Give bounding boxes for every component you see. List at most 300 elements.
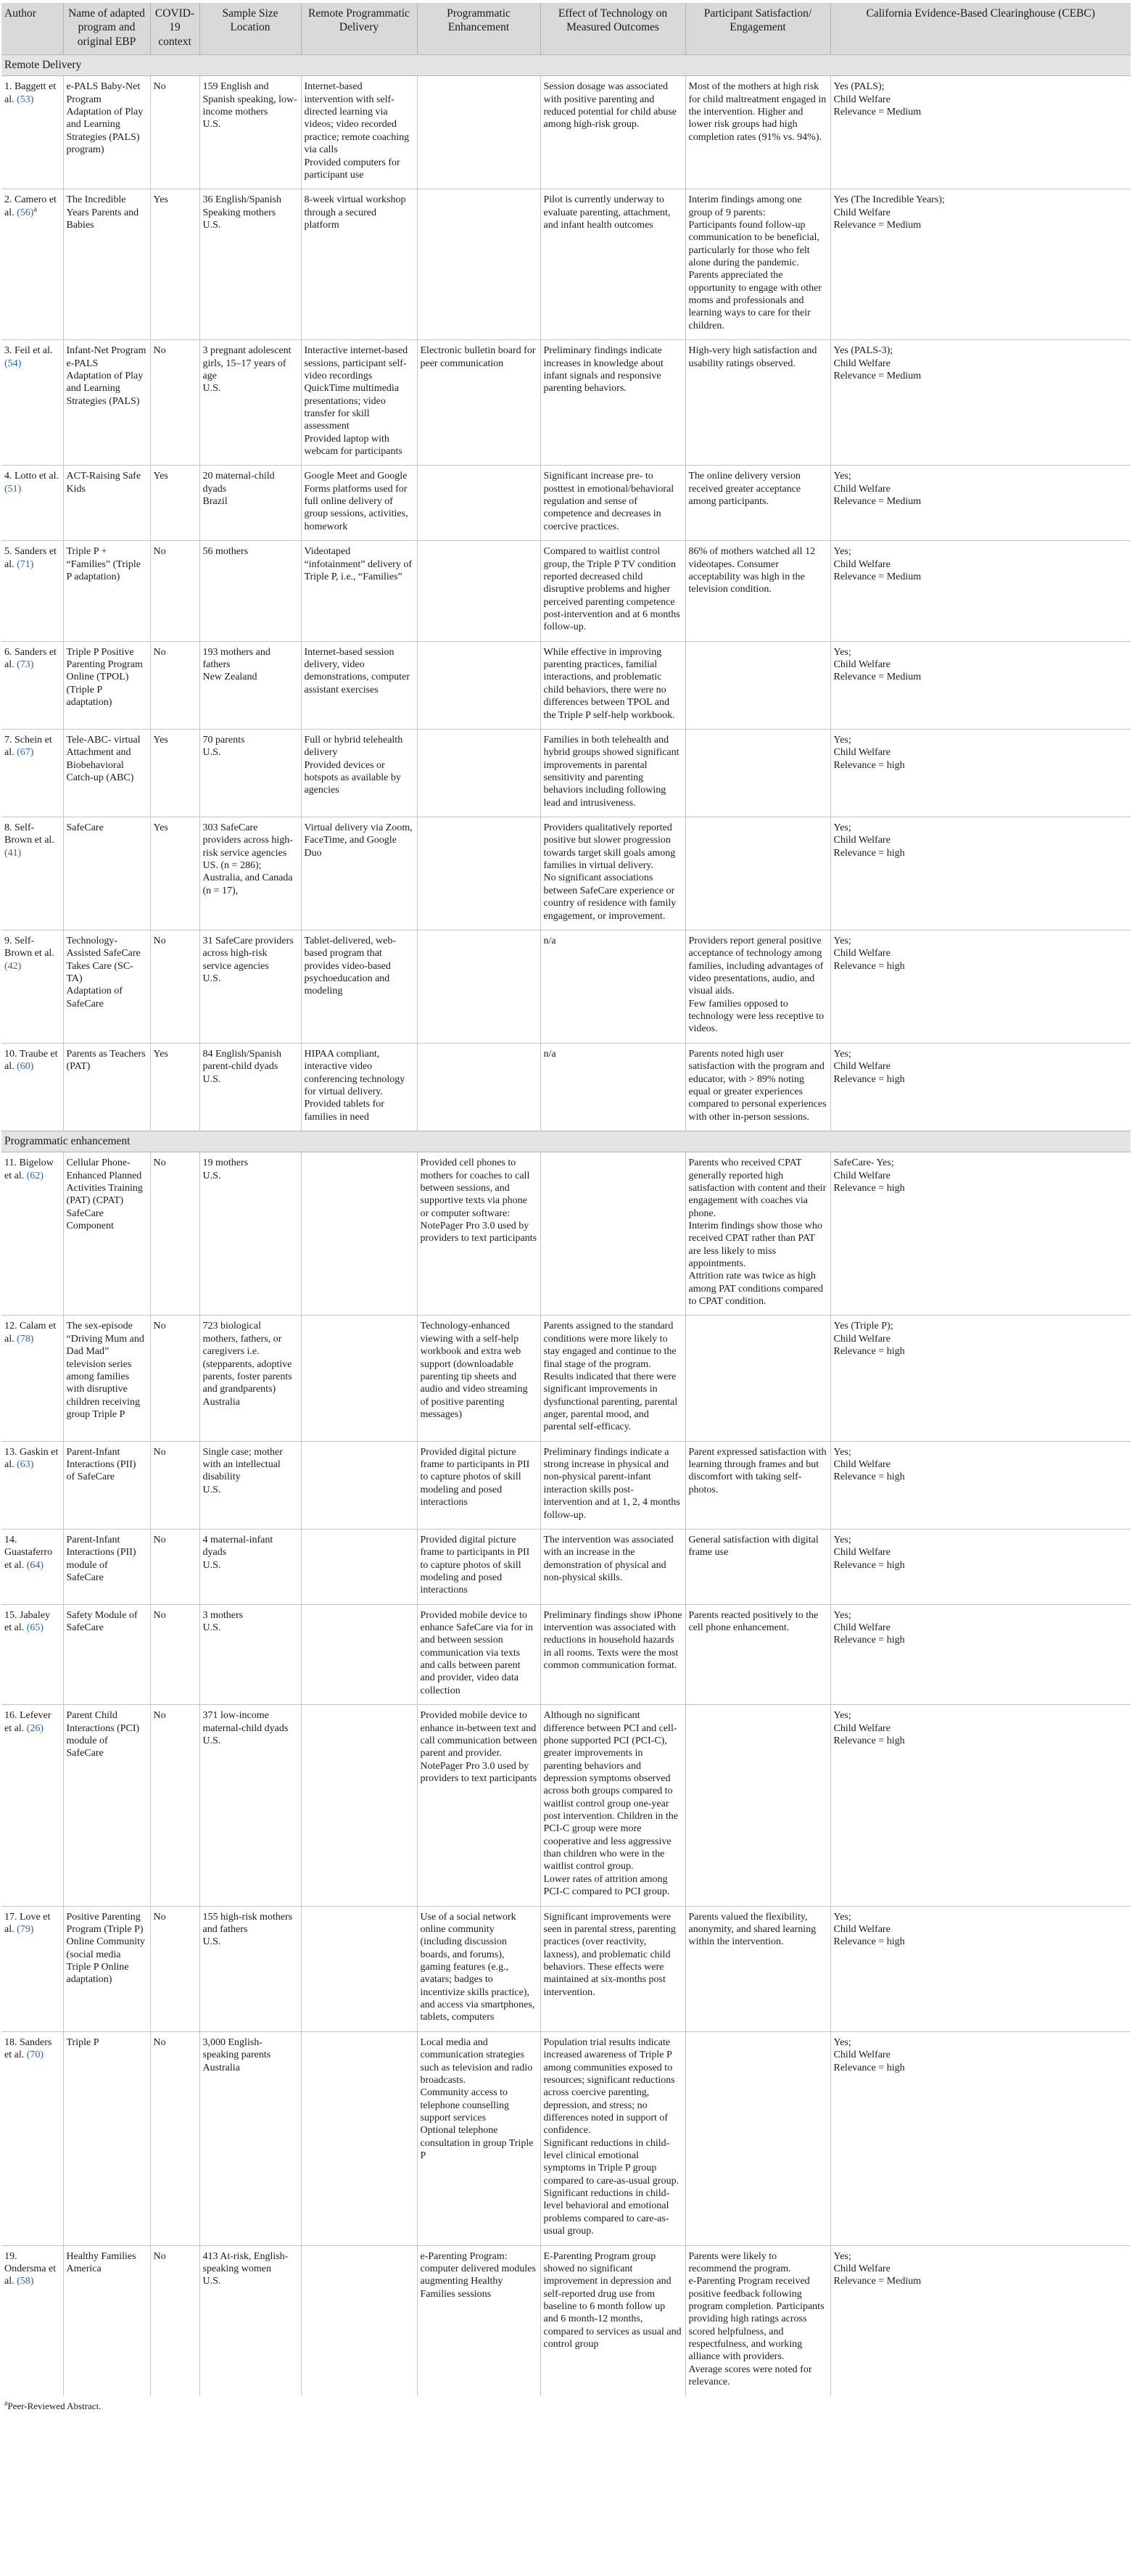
cell-line: 36 English/Spanish Speaking mothers <box>202 194 282 218</box>
covid-cell: No <box>150 2245 199 2395</box>
sample-cell <box>199 76 301 189</box>
cell-line: Relevance = Medium <box>833 496 922 508</box>
cell-line: U.S. <box>202 1559 221 1571</box>
cell-line: Significant increase pre- to posttest in emotional/behavioral regulation and sense of competence and decreases in coercive practices. <box>543 471 674 532</box>
cell-line: Child Welfare <box>833 2049 891 2061</box>
cell-line: U.S. <box>202 973 221 984</box>
covid-cell: No <box>150 1316 199 1441</box>
author-name: 15. Jabaley et al. <box>4 1609 50 1634</box>
cell-line: Australia, and Canada (n = 17), <box>202 872 293 896</box>
cell-line: Yes; <box>833 646 851 658</box>
cebc-cell <box>830 1906 1131 2031</box>
cell-line: Child Welfare <box>833 1061 891 1073</box>
table-row <box>1 2031 1131 2245</box>
program-cell <box>63 1043 150 1131</box>
remote-delivery-cell <box>301 466 417 541</box>
cell-line: Parents noted high user satisfaction with the program and educator, with > 89% noting equal or greater experiences compared to personal experiences with other in-person sessions. <box>688 1048 827 1123</box>
remote-delivery-cell <box>301 2245 417 2395</box>
enhancement-cell <box>417 541 540 642</box>
author-cell <box>1 1529 63 1604</box>
cell-line: Relevance = high <box>833 1559 905 1571</box>
cell-line: Parents as Teachers (PAT) <box>66 1048 146 1073</box>
cell-line: General satisfaction with digital frame use <box>688 1534 819 1559</box>
author-cell <box>1 189 63 340</box>
cell-line: Parents valued the flexibility, anonymity, and shared learning within the intervention. <box>688 1911 817 1948</box>
covid-cell: Yes <box>150 817 199 930</box>
cell-line: The online delivery version received greater acceptance among participants. <box>688 471 801 508</box>
satisfaction-cell <box>685 2031 830 2245</box>
sample-cell <box>199 1316 301 1441</box>
effect-cell <box>540 1316 685 1441</box>
table-row <box>1 2245 1131 2395</box>
covid-cell: Yes <box>150 729 199 817</box>
cell-line: ACT-Raising Safe Kids <box>66 471 141 495</box>
cell-line: 3 pregnant adolescent girls, 15–17 years of age <box>202 345 292 381</box>
citation-ref: (56) <box>17 207 34 218</box>
cell-line: Yes; <box>833 1446 851 1458</box>
cebc-cell <box>830 817 1131 930</box>
cell-line: Relevance = Medium <box>833 370 922 381</box>
footnote-text: Peer-Reviewed Abstract. <box>7 2400 102 2411</box>
remote-delivery-cell <box>301 541 417 642</box>
cell-line: 31 SafeCare providers across high-risk service agencies <box>202 935 294 972</box>
cell-line: Adaptation of Play and Learning Strategies (PALS) <box>66 370 144 407</box>
author-cell <box>1 1906 63 2031</box>
cell-line: Child Welfare <box>833 94 891 105</box>
effect-cell <box>540 641 685 729</box>
sample-cell <box>199 466 301 541</box>
cell-line: U.S. <box>202 1073 221 1085</box>
table-row <box>1 189 1131 340</box>
cell-line: 155 high-risk mothers and fathers <box>202 1911 293 1935</box>
satisfaction-cell <box>685 466 830 541</box>
cell-line: Yes; <box>833 471 851 482</box>
cell-line: Relevance = Medium <box>833 107 922 118</box>
covid-cell: No <box>150 1906 199 2031</box>
remote-delivery-cell <box>301 641 417 729</box>
section-row <box>1 1131 1131 1152</box>
program-cell <box>63 1316 150 1441</box>
cell-line: Yes; <box>833 822 851 834</box>
program-cell <box>63 1441 150 1529</box>
cell-line: Relevance = high <box>833 1182 905 1194</box>
program-cell <box>63 1906 150 2031</box>
citation-ref: (60) <box>17 1061 34 1073</box>
cell-line: 193 mothers and fathers <box>202 646 270 671</box>
cebc-cell <box>830 340 1131 466</box>
table-body <box>1 55 1131 2396</box>
author-name: 6. Sanders et al. <box>4 646 57 671</box>
citation-ref: (65) <box>26 1622 44 1634</box>
header-effect: Effect of Technology on Measured Outcomes <box>540 3 685 55</box>
satisfaction-cell <box>685 1705 830 1906</box>
cell-line: Yes; <box>833 935 851 946</box>
cell-line: Relevance = Medium <box>833 571 922 582</box>
program-cell <box>63 817 150 930</box>
satisfaction-cell <box>685 1152 830 1316</box>
citation-ref: (58) <box>17 2276 34 2287</box>
cell-line: Full or hybrid telehealth delivery <box>304 734 403 759</box>
cell-line: Child Welfare <box>833 835 891 846</box>
program-cell <box>63 189 150 340</box>
effect-cell <box>540 340 685 466</box>
cell-line: Yes; <box>833 1048 851 1060</box>
cebc-cell <box>830 930 1131 1043</box>
cell-line: U.S. <box>202 2276 221 2287</box>
program-cell <box>63 76 150 189</box>
cell-line: Relevance = high <box>833 1936 905 1948</box>
cell-line: Child Welfare <box>833 747 891 759</box>
cell-line: Provided digital picture frame to participants in PII to capture photos of skill modeling and posed interactions <box>420 1446 530 1508</box>
table-row <box>1 1152 1131 1316</box>
sample-cell <box>199 1604 301 1705</box>
sample-cell <box>199 1906 301 2031</box>
header-author: Author <box>1 3 63 55</box>
satisfaction-cell <box>685 930 830 1043</box>
cell-line: 8-week virtual workshop through a secured platform <box>304 194 406 231</box>
header-row <box>1 3 1131 55</box>
table-row <box>1 1906 1131 2031</box>
cell-line: Child Welfare <box>833 358 891 369</box>
cell-line: e-Parenting Program: computer delivered modules augmenting Healthy Families sessions <box>420 2250 536 2300</box>
program-cell <box>63 1705 150 1906</box>
author-cell <box>1 541 63 642</box>
satisfaction-cell <box>685 76 830 189</box>
cell-line: U.S. <box>202 219 221 231</box>
cell-line: Use of a social network online community (including discussion boards, and forums), gaming features (e.g., avatars; badges to incentivize skills practice), and access via smartphones, tablets, computers <box>420 1911 535 2023</box>
cell-line: e-Parenting Program received positive feedback following program completion. Participants providing high ratings across scored helpfulness, and respectfulness, and working alliance with providers. <box>688 2276 825 2363</box>
review-table <box>1 3 1131 2396</box>
cell-line: QuickTime multimedia presentations; video transfer for skill assessment <box>304 383 400 432</box>
citation-ref: (62) <box>26 1170 44 1181</box>
cell-line: Australia <box>202 1396 240 1408</box>
cell-line: Infant-Net Program e-PALS <box>66 345 146 369</box>
covid-cell: No <box>150 930 199 1043</box>
satisfaction-cell <box>685 641 830 729</box>
cell-line: Healthy Families America <box>66 2250 136 2274</box>
satisfaction-cell <box>685 1043 830 1131</box>
cell-line: Community access to telephone counselling support services <box>420 2087 509 2123</box>
header-cebc: California Evidence-Based Clearinghouse (CEBC) <box>830 3 1131 55</box>
table-row <box>1 930 1131 1043</box>
cell-line: Provided mobile device to enhance in-between text and call communication between parent and provider. NotePager Pro 3.0 used by providers to text participants <box>420 1710 537 1784</box>
cell-line: Interim findings among one group of 9 parents: <box>688 194 802 218</box>
table-row <box>1 729 1131 817</box>
cell-line: No significant associations between SafeCare experience or country of residence with family engagement, or improvement. <box>543 872 677 922</box>
cell-line: Yes; <box>833 1609 851 1621</box>
author-cell <box>1 2031 63 2245</box>
sample-cell <box>199 729 301 817</box>
section-title: Programmatic enhancement <box>1 1131 1131 1152</box>
cell-line: 4 maternal-infant dyads <box>202 1534 273 1559</box>
enhancement-cell <box>417 1529 540 1604</box>
remote-delivery-cell <box>301 1441 417 1529</box>
cell-line: Yes; <box>833 1710 851 1722</box>
section-title: Remote Delivery <box>1 55 1131 76</box>
cell-line: Yes; <box>833 546 851 558</box>
cell-line: The intervention was associated with an increase in the demonstration of physical and non-physical skills. <box>543 1534 674 1583</box>
remote-delivery-cell <box>301 930 417 1043</box>
citation-ref: (70) <box>26 2049 44 2061</box>
cell-line: Yes (The Incredible Years); <box>833 194 945 206</box>
cell-line: U.S. <box>202 1936 221 1948</box>
cell-line: Relevance = high <box>833 1735 905 1746</box>
cell-line: Parent-Infant Interactions (PII) module of SafeCare <box>66 1534 136 1583</box>
author-cell <box>1 1705 63 1906</box>
cell-line: US. (n = 286); <box>202 860 262 872</box>
cell-line: U.S. <box>202 747 221 759</box>
cell-line: Significant reductions in child-level behavioral and emotional problems compared to care-as-usual group. <box>543 2188 670 2237</box>
citation-ref: (78) <box>17 1333 34 1345</box>
cell-line: Relevance = high <box>833 759 905 771</box>
cell-line: Provided laptop with webcam for participants <box>304 433 402 458</box>
cell-line: Significant reductions in child-level clinical emotional symptoms in Triple P group compared to care-as-usual group. <box>543 2137 679 2187</box>
sample-cell <box>199 2245 301 2395</box>
table-row <box>1 1316 1131 1441</box>
cebc-cell <box>830 2245 1131 2395</box>
cell-line: Yes; <box>833 1911 851 1923</box>
satisfaction-cell <box>685 541 830 642</box>
cell-line: HIPAA compliant, interactive video conferencing technology for virtual delivery. <box>304 1048 405 1097</box>
cebc-cell <box>830 466 1131 541</box>
citation-ref: (41) <box>4 847 22 859</box>
cell-line: Parent expressed satisfaction with learning through frames and but discomfort with taking self- photos. <box>688 1446 827 1495</box>
cell-line: Internet-based intervention with self-directed learning via videos; video recorded practice; remote coaching via calls <box>304 81 410 156</box>
enhancement-cell <box>417 1316 540 1441</box>
cell-line: Provided computers for participant use <box>304 157 400 181</box>
cell-line: Most of the mothers at high risk for child maltreatment engaged in the intervention. Higher and lower risk groups had high completion rates (91% vs. 94%). <box>688 81 827 143</box>
author-name: 2. Camero et al. <box>4 194 57 218</box>
cell-line: Child Welfare <box>833 1459 891 1471</box>
cell-line: Yes (PALS-3); <box>833 345 893 357</box>
cell-line: Videotaped “infotainment” delivery of Triple P, i.e., “Families” <box>304 546 412 582</box>
enhancement-cell <box>417 817 540 930</box>
cell-line: Child Welfare <box>833 1170 891 1181</box>
footnote <box>1 2396 1131 2418</box>
cell-line: Triple P Positive Parenting Program Online (TPOL) (Triple P adaptation) <box>66 646 143 709</box>
cell-line: Compared to waitlist control group, the Triple P TV condition reported decreased child disruptive problems and higher perceived parenting competence post-intervention and at 6 months follow-up. <box>543 546 680 633</box>
program-cell <box>63 641 150 729</box>
cell-line: Technology-Assisted SafeCare Takes Care (SC-TA) <box>66 935 141 984</box>
satisfaction-cell <box>685 2245 830 2395</box>
author-name: 10. Traube et al. <box>4 1048 58 1073</box>
cell-line: Yes (PALS); <box>833 81 885 93</box>
table-row <box>1 641 1131 729</box>
author-cell <box>1 641 63 729</box>
program-cell <box>63 1152 150 1316</box>
cebc-cell <box>830 1604 1131 1705</box>
satisfaction-cell <box>685 729 830 817</box>
table-row <box>1 76 1131 189</box>
author-name: 9. Self-Brown et al. <box>4 935 54 959</box>
sample-cell <box>199 189 301 340</box>
effect-cell <box>540 729 685 817</box>
cell-line: 159 English and Spanish speaking, low-income mothers <box>202 81 297 118</box>
cell-line: Yes (Triple P); <box>833 1321 893 1332</box>
cell-line: SafeCare <box>66 822 104 834</box>
author-name: 11. Bigelow et al. <box>4 1157 54 1181</box>
cell-line: Australia <box>202 2062 240 2073</box>
sample-cell <box>199 1441 301 1529</box>
cebc-cell <box>830 2031 1131 2245</box>
author-cell <box>1 76 63 189</box>
effect-cell <box>540 2031 685 2245</box>
cell-line: Adaptation of Play and Learning Strategies (PALS) program) <box>66 107 144 156</box>
cell-line: Provided devices or hotspots as available by agencies <box>304 759 401 796</box>
header-remote-delivery: Remote Programmatic Delivery <box>301 3 417 55</box>
table-row <box>1 817 1131 930</box>
table-row <box>1 1441 1131 1529</box>
cell-line: Parents assigned to the standard conditions were more likely to stay engaged and continue to the final stage of the program. Results indicated that there were significant improvements in dysfunctional parenting, parental anger, parental mood, and parental self-efficacy. <box>543 1321 678 1433</box>
cell-line: Session dosage was associated with positive parenting and reduced potential for child abuse among high-risk group. <box>543 81 677 131</box>
remote-delivery-cell <box>301 1529 417 1604</box>
covid-cell: No <box>150 1152 199 1316</box>
cell-line: Brazil <box>202 496 228 508</box>
author-name: 8. Self-Brown et al. <box>4 822 54 846</box>
covid-cell: Yes <box>150 189 199 340</box>
author-name: 16. Lefever et al. <box>4 1710 51 1734</box>
cell-line: Yes; <box>833 2250 851 2262</box>
sample-cell <box>199 1529 301 1604</box>
sample-cell <box>199 2031 301 2245</box>
cell-line: Relevance = high <box>833 1073 905 1085</box>
enhancement-cell <box>417 729 540 817</box>
satisfaction-cell <box>685 340 830 466</box>
cell-line: Preliminary findings show iPhone intervention was associated with reductions in household hazards in all rooms. Texts were the most common communication format. <box>543 1609 682 1672</box>
author-cell <box>1 340 63 466</box>
table-row <box>1 1529 1131 1604</box>
cell-line: Adaptation of SafeCare <box>66 986 123 1010</box>
citation-ref: (53) <box>17 94 34 105</box>
cell-line: Preliminary findings indicate a strong increase in physical and non-physical parent-infant interaction skills post-intervention and at 1, 2, 4 months follow-up. <box>543 1446 680 1521</box>
program-cell <box>63 1604 150 1705</box>
cell-line: Average scores were noted for relevance. <box>688 2364 812 2388</box>
cebc-cell <box>830 1152 1131 1316</box>
enhancement-cell <box>417 930 540 1043</box>
enhancement-cell <box>417 189 540 340</box>
satisfaction-cell <box>685 1906 830 2031</box>
section-row <box>1 55 1131 76</box>
cell-line: Relevance = high <box>833 1346 905 1358</box>
cell-line: Although no significant difference between PCI and cell-phone supported PCI (PCI-C), greater improvements in parenting behaviors and depression symptoms observed across both groups compared to waitlist control group one-year post intervention. Children in the PCI-C group were more cooperative and less aggressive than children who were in the waitlist control group. <box>543 1710 678 1873</box>
cell-line: Significant improvements were seen in parental stress, parenting practices (over reactivity, laxness), and problematic child behaviors. These effects were maintained at six-months post intervention. <box>543 1911 676 1998</box>
remote-delivery-cell <box>301 1604 417 1705</box>
citation-ref: (26) <box>26 1722 44 1734</box>
effect-cell <box>540 817 685 930</box>
cebc-cell <box>830 1043 1131 1131</box>
sample-cell <box>199 641 301 729</box>
cell-line: 723 biological mothers, fathers, or caregivers i.e. (stepparents, adoptive parents, foster parents and grandparents) <box>202 1321 292 1395</box>
cell-line: Relevance = high <box>833 1471 905 1483</box>
effect-cell <box>540 1529 685 1604</box>
effect-cell <box>540 1152 685 1316</box>
covid-cell: No <box>150 541 199 642</box>
cell-line: Child Welfare <box>833 483 891 495</box>
cell-line: Triple P <box>66 2036 99 2048</box>
cell-line: Child Welfare <box>833 1547 891 1559</box>
cell-line: Provided digital picture frame to participants in PII to capture photos of skill modeling and posed interactions <box>420 1534 530 1596</box>
remote-delivery-cell <box>301 76 417 189</box>
header-satisfaction: Participant Satisfaction/ Engagement <box>685 3 830 55</box>
program-cell <box>63 466 150 541</box>
cell-line: U.S. <box>202 1484 221 1495</box>
remote-delivery-cell <box>301 1705 417 1906</box>
author-cell <box>1 1316 63 1441</box>
citation-ref: (54) <box>4 358 22 369</box>
cell-line: High-very high satisfaction and usability ratings observed. <box>688 345 817 369</box>
enhancement-cell <box>417 340 540 466</box>
satisfaction-cell <box>685 1441 830 1529</box>
cell-line: Provided mobile device to enhance SafeCare via for in and between session communication via texts and calls between parent and provider, video data collection <box>420 1609 533 1696</box>
cell-line: Electronic bulletin board for peer communication <box>420 345 536 369</box>
table-row <box>1 340 1131 466</box>
citation-ref: (71) <box>17 558 34 570</box>
enhancement-cell <box>417 76 540 189</box>
author-cell <box>1 1441 63 1529</box>
cell-line: Technology-enhanced viewing with a self-help workbook and extra web support (downloadable parenting tip sheets and audio and video streaming of positive parenting messages) <box>420 1321 528 1420</box>
cell-line: n/a <box>543 935 556 946</box>
satisfaction-cell <box>685 1316 830 1441</box>
table-row <box>1 541 1131 642</box>
cell-line: Interim findings show those who received CPAT rather than PAT are less likely to miss appointments. <box>688 1220 822 1270</box>
cell-line: 86% of mothers watched all 12 videotapes. Consumer acceptability was high in the television condition. <box>688 546 816 595</box>
cell-line: Population trial results indicate increased awareness of Triple P among communities exposed to resources; significant reductions across coercive parenting, depression, and stress; no differences noted in support of confidence. <box>543 2036 675 2137</box>
satisfaction-cell <box>685 817 830 930</box>
cell-line: Provided cell phones to mothers for coaches to call between sessions, and supportive texts via phone or computer software: NotePager Pro 3.0 used by providers to text participants <box>420 1157 537 1244</box>
cell-line: U.S. <box>202 383 221 395</box>
cell-line: Yes; <box>833 734 851 746</box>
cell-line: Google Meet and Google Forms platforms used for full online delivery of group sessions, activities, homework <box>304 471 408 532</box>
remote-delivery-cell <box>301 817 417 930</box>
table-row <box>1 466 1131 541</box>
cebc-cell <box>830 729 1131 817</box>
effect-cell <box>540 466 685 541</box>
cebc-cell <box>830 541 1131 642</box>
program-cell <box>63 340 150 466</box>
cell-line: Cellular Phone-Enhanced Planned Activities Training (PAT) (CPAT) <box>66 1157 143 1207</box>
sample-cell <box>199 930 301 1043</box>
cebc-cell <box>830 76 1131 189</box>
cell-line: Relevance = high <box>833 847 905 859</box>
effect-cell <box>540 1906 685 2031</box>
cell-line: Child Welfare <box>833 558 891 570</box>
cell-line: Providers report general positive acceptance of technology among families, including advantages of video presentations, audio, and visual aids. <box>688 935 824 997</box>
cell-line: Parents were likely to recommend the program. <box>688 2250 791 2274</box>
cell-line: Preliminary findings indicate increases in knowledge about infant signals and responsive parenting behaviors. <box>543 345 664 395</box>
cell-line: The Incredible Years Parents and Babies <box>66 194 139 231</box>
header-enhancement: Programmatic Enhancement <box>417 3 540 55</box>
author-name: 14. Guastaferro et al. <box>4 1534 53 1571</box>
covid-cell: No <box>150 1604 199 1705</box>
program-cell <box>63 2031 150 2245</box>
cell-line: Child Welfare <box>833 1333 891 1345</box>
cebc-cell <box>830 1529 1131 1604</box>
cell-line: Parent Child Interactions (PCI) module of SafeCare <box>66 1710 140 1759</box>
cell-line: U.S. <box>202 1170 221 1181</box>
cell-line: Child Welfare <box>833 1722 891 1734</box>
covid-cell: No <box>150 641 199 729</box>
effect-cell <box>540 930 685 1043</box>
effect-cell <box>540 1705 685 1906</box>
footnote-mark: a <box>4 2399 8 2408</box>
cell-line: Child Welfare <box>833 1622 891 1634</box>
cell-line: Providers qualitatively reported positive but slower progression towards target skill goals among families in virtual delivery. <box>543 822 676 872</box>
author-name: 1. Baggett et al. <box>4 81 57 105</box>
enhancement-cell <box>417 1705 540 1906</box>
cell-line: Tablet-delivered, web-based program that provides video-based psychoeducation and modeling <box>304 935 397 997</box>
cell-line: Relevance = Medium <box>833 672 922 683</box>
author-name: 19. Ondersma et al. <box>4 2250 57 2287</box>
